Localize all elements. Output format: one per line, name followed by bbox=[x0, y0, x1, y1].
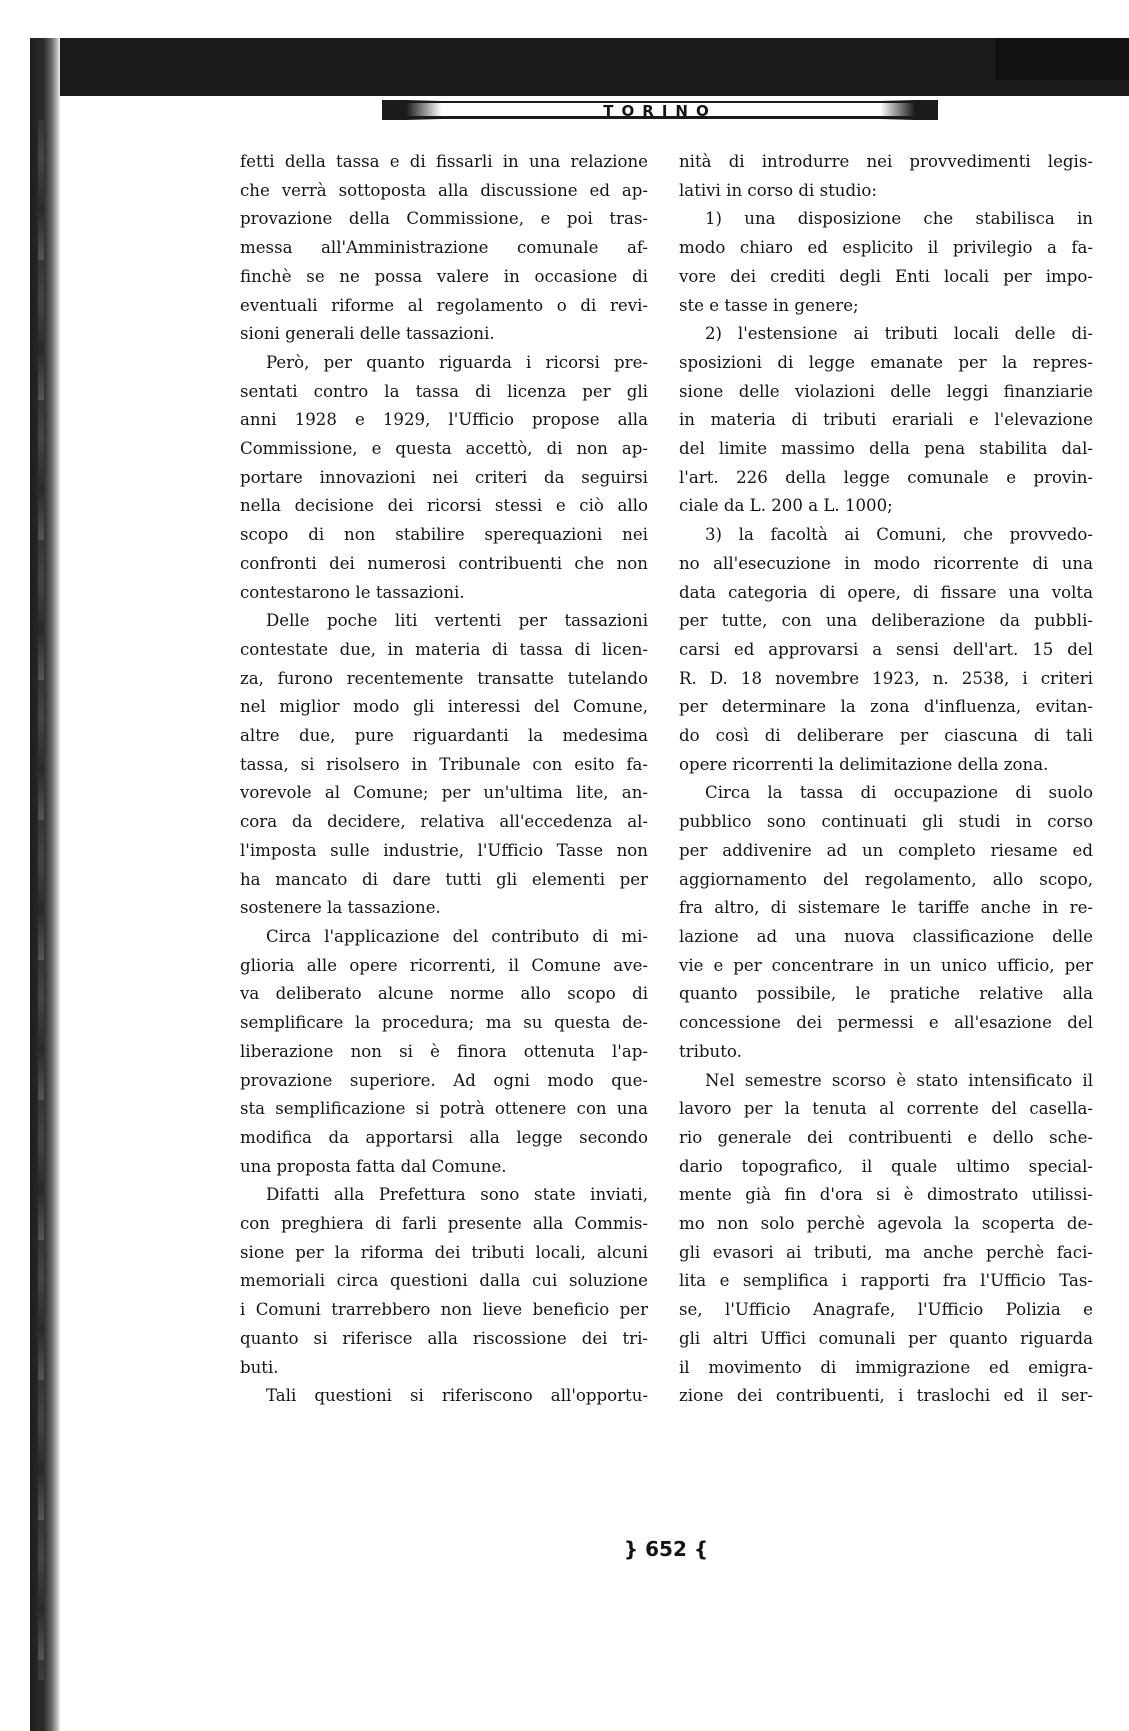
text-line: Commissione, e questa accettò, di non ap- bbox=[240, 439, 648, 459]
text-line: contestate due, in materia di tassa di licen- bbox=[240, 639, 648, 659]
text-line: con preghiera di farli presente alla Commis- bbox=[240, 1214, 648, 1234]
text-line: sione per la riforma dei tributi locali, alcuni bbox=[240, 1242, 648, 1262]
text-line: gli evasori ai tributi, ma anche perchè faci- bbox=[679, 1242, 1093, 1262]
text-line: aggiornamento del regolamento, allo scopo, bbox=[679, 869, 1093, 889]
text-line: Però, per quanto riguarda i ricorsi pre- bbox=[266, 352, 648, 372]
text-line: fetti della tassa e di fissarli in una relazione bbox=[240, 152, 648, 171]
text-line: Circa l'applicazione del contributo di mi- bbox=[266, 926, 648, 946]
text-line: sentati contro la tassa di licenza per gli bbox=[240, 381, 648, 401]
text-line: nel miglior modo gli interessi del Comune, bbox=[240, 697, 648, 717]
text-line: tassa, si risolsero in Tribunale con esito fa- bbox=[240, 754, 648, 774]
text-line: vore dei crediti degli Enti locali per impo- bbox=[679, 266, 1093, 286]
text-line: del limite massimo della pena stabilita dal- bbox=[679, 439, 1093, 459]
text-line: portare innovazioni nei criteri da seguirsi bbox=[240, 467, 648, 487]
text-line: modifica da apportarsi alla legge secondo bbox=[240, 1127, 648, 1147]
page-number-bracket-right: { bbox=[693, 1537, 709, 1561]
text-line: sostenere la tassazione. bbox=[240, 898, 441, 918]
text-line: Circa la tassa di occupazione di suolo bbox=[705, 783, 1093, 803]
scan-border-top bbox=[30, 38, 1129, 96]
text-line: carsi ed approvarsi a sensi dell'art. 15 del bbox=[679, 639, 1093, 659]
text-line: quanto possibile, le pratiche relative alla bbox=[679, 984, 1093, 1004]
text-line: contestarono le tassazioni. bbox=[240, 582, 465, 602]
text-line: rio generale dei contribuenti e dello sche- bbox=[679, 1127, 1093, 1147]
text-line: l'art. 226 della legge comunale e provin- bbox=[679, 467, 1093, 487]
text-line: sta semplificazione si potrà ottenere con una bbox=[240, 1099, 648, 1119]
text-column-left bbox=[240, 148, 648, 1411]
text-line: provazione superiore. Ad ogni modo que- bbox=[240, 1070, 648, 1090]
text-line: messa all'Amministrazione comunale af- bbox=[240, 238, 648, 258]
text-line: il movimento di immigrazione ed emigra- bbox=[679, 1357, 1093, 1377]
text-line: nità di introdurre nei provvedimenti legis- bbox=[679, 152, 1093, 171]
text-line: 3) la facoltà ai Comuni, che provvedo- bbox=[705, 525, 1093, 545]
text-line: Difatti alla Prefettura sono state inviati, bbox=[266, 1185, 648, 1205]
text-line: glioria alle opere ricorrenti, il Comune ave- bbox=[240, 955, 648, 975]
text-line: cora da decidere, relativa all'eccedenza al- bbox=[240, 812, 648, 832]
text-line: eventuali riforme al regolamento o di revi- bbox=[240, 295, 648, 315]
text-line: sione delle violazioni delle leggi finanziarie bbox=[679, 381, 1093, 401]
text-line: zione dei contribuenti, i traslochi ed il ser- bbox=[679, 1386, 1093, 1406]
text-line: in materia di tributi erariali e l'elevazione bbox=[679, 410, 1093, 430]
text-line: data categoria di opere, di fissare una volta bbox=[679, 582, 1093, 602]
text-line: lavoro per la tenuta al corrente del casella- bbox=[679, 1099, 1093, 1119]
text-line: per tutte, con una deliberazione da pubbli- bbox=[679, 611, 1093, 631]
text-line: finchè se ne possa valere in occasione di bbox=[240, 266, 648, 286]
text-line: za, furono recentemente transatte tutelando bbox=[240, 668, 648, 688]
text-line: modo chiaro ed esplicito il privilegio a fa- bbox=[679, 238, 1093, 258]
text-line: mo non solo perchè agevola la scoperta de- bbox=[679, 1214, 1093, 1234]
text-line: ciale da L. 200 a L. 1000; bbox=[679, 496, 893, 516]
text-line: concessione dei permessi e all'esazione del bbox=[679, 1013, 1093, 1033]
text-line: sioni generali delle tassazioni. bbox=[240, 324, 495, 344]
text-line: sposizioni di legge emanate per la repres- bbox=[679, 352, 1093, 372]
text-line: vie e per concentrare in un unico ufficio, per bbox=[679, 955, 1093, 975]
text-line: liberazione non si è finora ottenuta l'ap- bbox=[240, 1041, 648, 1061]
running-header: TORINO bbox=[382, 101, 938, 119]
text-line: buti. bbox=[240, 1357, 279, 1377]
text-line: l'imposta sulle industrie, l'Ufficio Tasse non bbox=[240, 840, 648, 860]
text-line: vorevole al Comune; per un'ultima lite, an- bbox=[240, 783, 648, 803]
text-line: 1) una disposizione che stabilisca in bbox=[705, 209, 1093, 229]
text-line: Delle poche liti vertenti per tassazioni bbox=[266, 611, 648, 631]
text-line: se, l'Ufficio Anagrafe, l'Ufficio Polizia e bbox=[679, 1300, 1093, 1320]
text-line: per determinare la zona d'influenza, evitan- bbox=[679, 697, 1093, 717]
text-line: 2) l'estensione ai tributi locali delle di- bbox=[705, 324, 1093, 344]
text-line: va deliberato alcune norme allo scopo di bbox=[240, 984, 648, 1004]
scan-border-top-right bbox=[995, 38, 1129, 80]
text-line: fra altro, di sistemare le tariffe anche in re- bbox=[679, 898, 1093, 918]
text-line: Tali questioni si riferiscono all'opportu- bbox=[266, 1386, 648, 1406]
text-line: no all'esecuzione in modo ricorrente di una bbox=[679, 553, 1093, 573]
text-line: nella decisione dei ricorsi stessi e ciò allo bbox=[240, 496, 648, 516]
text-line: gli altri Uffici comunali per quanto riguarda bbox=[679, 1328, 1093, 1348]
scan-border-left bbox=[30, 38, 60, 1731]
text-line: che verrà sottoposta alla discussione ed ap- bbox=[240, 180, 648, 200]
text-line: per addivenire ad un completo riesame ed bbox=[679, 840, 1093, 860]
text-column-right bbox=[679, 148, 1093, 1411]
text-line: scopo di non stabilire sperequazioni nei bbox=[240, 525, 648, 545]
text-line: tributo. bbox=[679, 1041, 742, 1061]
page-number bbox=[618, 1531, 714, 1567]
text-line: mente già fin d'ora si è dimostrato utilissi- bbox=[679, 1185, 1093, 1205]
text-line: lazione ad una nuova classificazione delle bbox=[679, 926, 1093, 946]
text-line: quanto si riferisce alla riscossione dei tri- bbox=[240, 1328, 648, 1348]
text-line: lita e semplifica i rapporti fra l'Ufficio Tas- bbox=[679, 1271, 1093, 1291]
text-line: provazione della Commissione, e poi tras- bbox=[240, 209, 648, 229]
text-line: anni 1928 e 1929, l'Ufficio propose alla bbox=[240, 410, 648, 430]
text-line: dario topografico, il quale ultimo special- bbox=[679, 1156, 1093, 1176]
page-number-value: 652 bbox=[645, 1537, 687, 1561]
text-line: i Comuni trarrebbero non lieve beneficio per bbox=[240, 1300, 648, 1320]
text-line: pubblico sono continuati gli studi in corso bbox=[679, 812, 1093, 832]
scan-edge-streak bbox=[38, 120, 44, 1680]
text-line: altre due, pure riguardanti la medesima bbox=[240, 726, 648, 746]
text-line: confronti dei numerosi contribuenti che non bbox=[240, 553, 648, 573]
page-number-bracket-left: } bbox=[623, 1537, 639, 1561]
text-line: lativi in corso di studio: bbox=[679, 180, 877, 200]
text-line: opere ricorrenti la delimitazione della zona. bbox=[679, 754, 1049, 774]
text-line: Nel semestre scorso è stato intensificato il bbox=[705, 1070, 1093, 1090]
text-line: ste e tasse in genere; bbox=[679, 295, 859, 315]
text-line: memoriali circa questioni dalla cui soluzione bbox=[240, 1271, 648, 1291]
text-line: do così di deliberare per ciascuna di tali bbox=[679, 726, 1093, 746]
text-line: una proposta fatta dal Comune. bbox=[240, 1156, 507, 1176]
text-line: R. D. 18 novembre 1923, n. 2538, i criteri bbox=[679, 668, 1093, 688]
text-line: ha mancato di dare tutti gli elementi per bbox=[240, 869, 648, 889]
text-line: semplificare la procedura; ma su questa de- bbox=[240, 1013, 648, 1033]
